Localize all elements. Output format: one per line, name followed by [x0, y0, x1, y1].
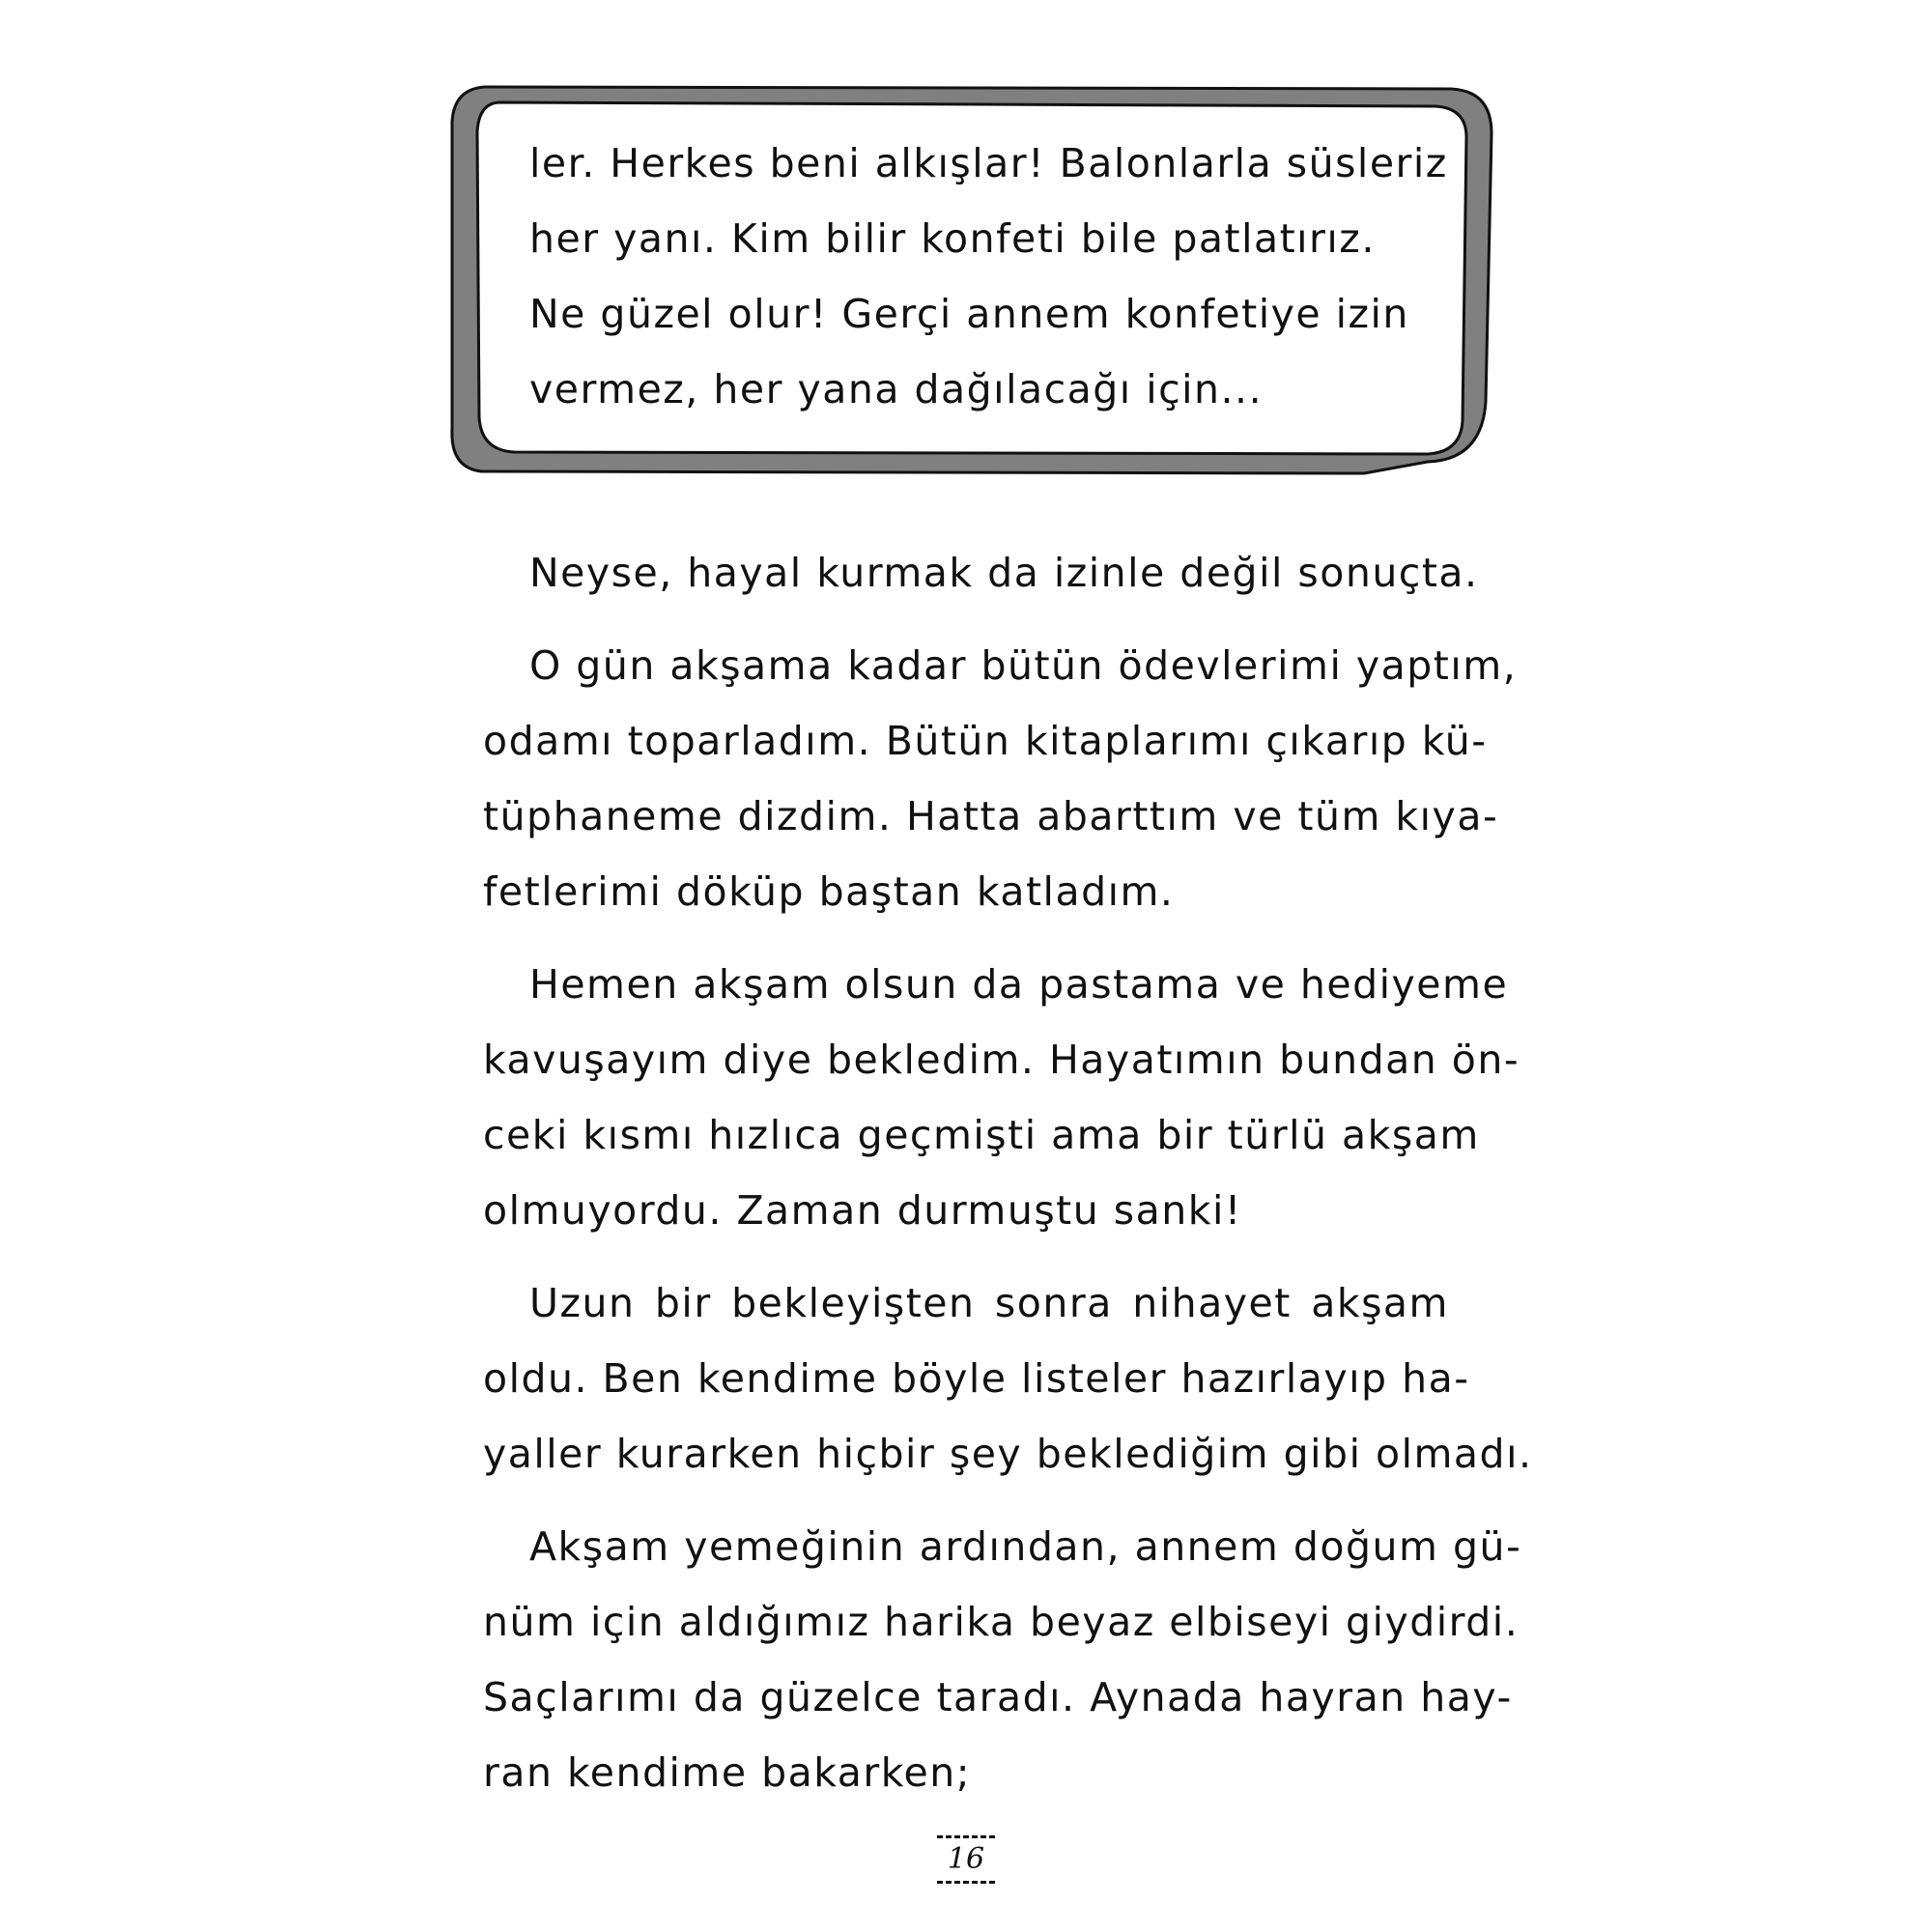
paragraph-line: fetlerimi döküp baştan katladım.: [483, 868, 1175, 915]
body-text: [483, 535, 1533, 1828]
paragraph-line: yaller kurarken hiçbir şey beklediğim gibi olmadı.: [483, 1431, 1533, 1477]
paragraph: [483, 1509, 1522, 1810]
paragraph-line: olmuyordu. Zaman durmuştu sanki!: [483, 1187, 1242, 1234]
paragraph: [483, 535, 1479, 611]
paragraph-line: oldu. Ben kendime böyle listeler hazırlayıp ha-: [483, 1355, 1470, 1402]
paragraph-line: Akşam yemeğinin ardından, annem doğum gü-: [529, 1523, 1522, 1570]
paragraph-line: ceki kısmı hızlıca geçmişti ama bir türlü akşam: [483, 1112, 1480, 1158]
paragraph-line: nüm için aldığımız harika beyaz elbiseyi giydirdi.: [483, 1599, 1520, 1645]
frame-text-line: Ne güzel olur! Gerçi annem konfetiye izin: [529, 291, 1409, 337]
paragraph-line: Neyse, hayal kurmak da izinle değil sonuçta.: [529, 550, 1479, 596]
paragraph: [483, 947, 1520, 1248]
paragraph-line: Hemen akşam olsun da pastama ve hediyeme: [529, 961, 1509, 1008]
paragraph-line: ran kendime bakarken;: [483, 1749, 972, 1796]
frame-text-line: her yanı. Kim bilir konfeti bile patlatırız.: [529, 215, 1376, 262]
paragraph-line: Saçlarımı da güzelce taradı. Aynada hayran hay-: [483, 1674, 1513, 1720]
page-footer: [927, 1835, 1005, 1913]
paragraph-line: O gün akşama kadar bütün ödevlerimi yaptım,: [529, 642, 1518, 689]
paragraph-line: odamı toparladım. Bütün kitaplarımı çıkarıp kü-: [483, 718, 1488, 764]
frame-text-line: vermez, her yana dağılacağı için...: [529, 366, 1264, 412]
frame-text-line: ler. Herkes beni alkışlar! Balonlarla süsleriz: [529, 140, 1448, 186]
page-number-bottom-rule: [937, 1881, 995, 1884]
frame-text: [529, 126, 1448, 427]
paragraph-line: tüphaneme dizdim. Hatta abarttım ve tüm kıya-: [483, 793, 1499, 839]
paragraph-line: kavuşayım diye bekledim. Hayatımın bundan ön-: [483, 1037, 1520, 1083]
paragraph: [483, 628, 1518, 929]
paragraph-line: Uzun bir bekleyişten sonra nihayet akşam: [529, 1280, 1449, 1326]
page-number: 16: [947, 1842, 985, 1876]
paragraph: [483, 1265, 1533, 1492]
